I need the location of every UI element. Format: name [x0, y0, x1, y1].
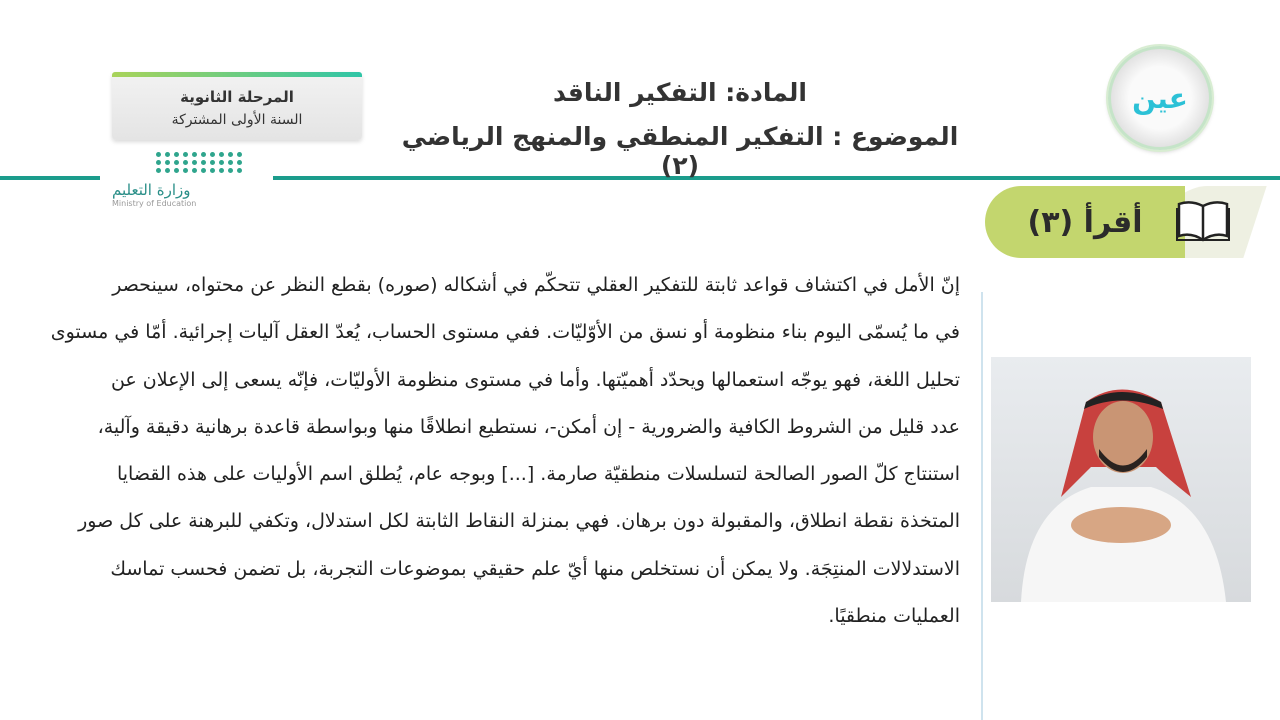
content-divider [981, 292, 983, 720]
passage-line: الاستدلالات المنتِجَة. ولا يمكن أن نستخلص منها أيّ علم حقيقي بموضوعات التجربة، بل تضمن فحسب تماسك [110, 557, 960, 580]
section-label: أقرأ (٣) [1027, 204, 1143, 240]
passage-line: إنّ الأمل في اكتشاف قواعد ثابتة للتفكير العقلي تتحكّم في أشكاله (صوره) بقطع النظر عن محتواه، سينحصر [112, 274, 960, 296]
passage-line: تحليل اللغة، فهو يوجّه استعمالها ويحدّد أهميّتها. وأما في مستوى منظومة الأوليّات، فإنّه يسعى إلى الإعلان عن [110, 368, 960, 391]
ein-logo [1108, 46, 1212, 150]
ministry-name-ar: وزارة التعليم [112, 181, 191, 199]
stage-box [112, 72, 362, 140]
passage-line: المتخذة نقطة انطلاق، والمقبولة دون برهان. فهي بمنزلة النقاط الثابتة لكل استدلال، وتكفي للبرهنة على كل صور [78, 510, 960, 533]
section-banner [985, 186, 1260, 258]
passage-line: استنتاج كلّ الصور الصالحة لتسلسلات منطقيّة صارمة. [...] وبوجه عام، يُطلق اسم الأوليات على هذه القضايا [116, 463, 960, 486]
subject-title: المادة: التفكير الناقد [553, 78, 807, 107]
year-label: السنة الأولى المشتركة [171, 112, 303, 128]
reading-passage [50, 262, 960, 640]
header-divider [0, 176, 100, 180]
passage-line: العمليات منطقيًا. [828, 605, 960, 628]
book-icon [1175, 198, 1231, 242]
ministry-logo [112, 152, 247, 224]
stage-label: المرحلة الثانوية [180, 88, 294, 106]
interpreter-figure [991, 357, 1251, 602]
passage-line: في ما يُسمّى اليوم بناء منظومة أو نسق من الأوّليّات. ففي مستوى الحساب، يُعدّ العقل آليات إجرائية. أمّا في مستوى [50, 321, 960, 344]
passage-line: عدد قليل من الشروط الكافية والضرورية - إن أمكن-، نستطيع انطلاقًا منها وبواسطة قاعدة برهانية دقيقة وآلية، [97, 415, 960, 438]
ministry-name-en: Ministry of Education [112, 199, 197, 208]
logo-text: عين [1132, 81, 1188, 115]
ministry-emblem-icon [152, 152, 247, 173]
topic-title: الموضوع : التفكير المنطقي والمنهج الرياضي (٢) [401, 122, 959, 180]
sign-language-video [991, 357, 1251, 602]
